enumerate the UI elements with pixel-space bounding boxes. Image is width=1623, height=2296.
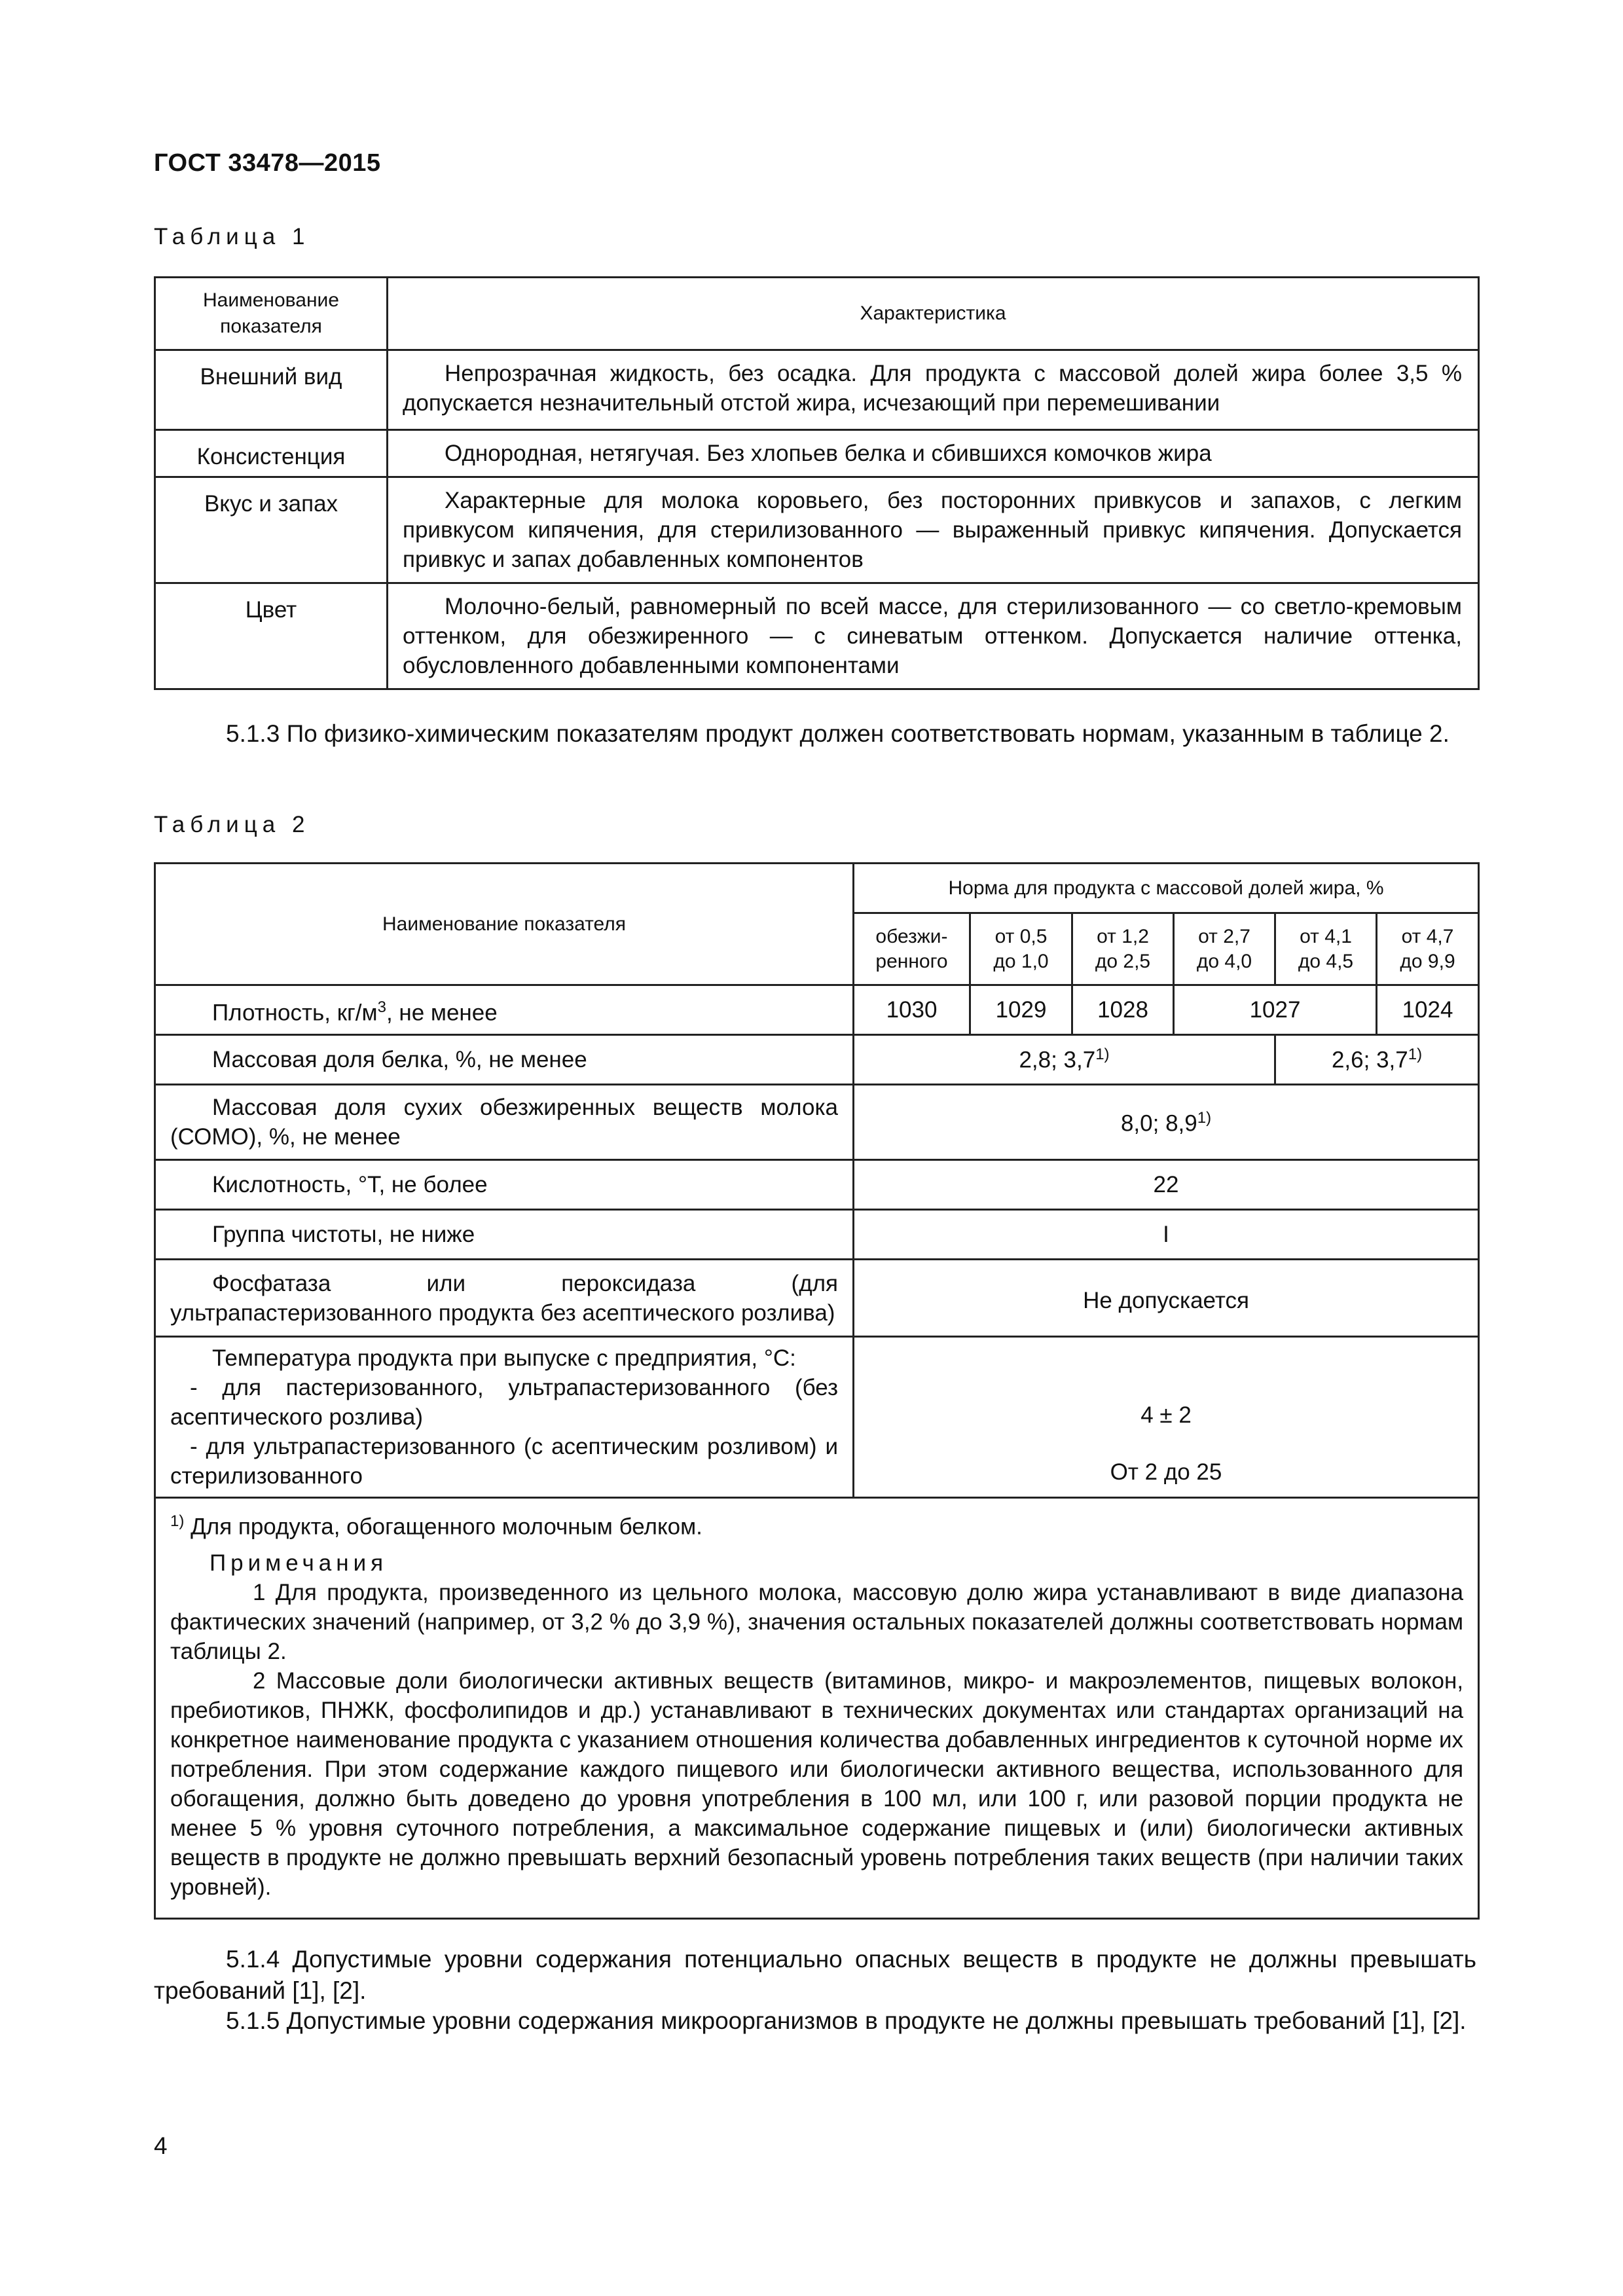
phosphatase-label: Фосфатаза или пероксидаза (для ультрапастеризованного продукта без асептического розлива) bbox=[155, 1260, 854, 1337]
table-row bbox=[155, 477, 1479, 583]
table2-header-norm: Норма для продукта с массовой долей жира, % bbox=[854, 864, 1479, 913]
document-title: ГОСТ 33478—2015 bbox=[154, 149, 381, 177]
table-row bbox=[155, 1260, 1479, 1337]
note-1: 1 Для продукта, произведенного из цельного молока, массовую долю жира устанавливают в виде диапазона фактических значений (например, от 3,2 % до 3,9 %), значения остальных показателей должны соответствовать нормам таблицы 2. bbox=[170, 1579, 1464, 1664]
acidity-value: 22 bbox=[854, 1160, 1479, 1210]
paragraph-5-1-3: 5.1.3 По физико-химическим показателям продукт должен соответствовать нормам, указанным в таблице 2. bbox=[226, 720, 1450, 747]
fat-col-header: от 2,7 до 4,0 bbox=[1174, 913, 1275, 985]
paragraph-5-1-4: 5.1.4 Допустимые уровни содержания потенциально опасных веществ в продукте не должны превышать требований [1], [2]. bbox=[154, 1946, 1476, 2004]
page-number: 4 bbox=[154, 2132, 168, 2159]
table-row bbox=[155, 350, 1479, 430]
density-value: 1024 bbox=[1377, 985, 1479, 1035]
density-value: 1030 bbox=[854, 985, 970, 1035]
protein-value: 2,6; 3,7$^{1)}$ bbox=[1275, 1035, 1479, 1085]
table-row bbox=[155, 1160, 1479, 1210]
note-2: 2 Массовые доли биологически активных веществ (витаминов, микро- и макроэлементов, пищевых волокон, пребиотиков, ПНЖК, фосфолипидов и др.) устанавливают в технических документах или стандартах организаций на конкретное наименование продукта с указанием отношения количества добавленных ингредиентов к суточной норме их потребления. При этом содержание каждого пищевого или биологически активного вещества, использованного для обогащения, должно быть доведено до уровня употребления в 100 мл, или 100 г, или разовой порции продукта не менее 5 % уровня суточного потребления, а максимальное содержание пищевых и (или) биологически активных веществ в продукте не должно превышать верхний безопасный уровень потребления таких веществ (при наличии таких уровней). bbox=[170, 1667, 1464, 1900]
purity-value: I bbox=[854, 1210, 1479, 1260]
table-row bbox=[155, 985, 1479, 1035]
table1-row-value: Характерные для молока коровьего, без посторонних привкусов и запахов, с легким привкусом кипячения, для стерилизованного — выраженный привкус кипячения. Допускается привкус и запах добавленных компонентов bbox=[388, 477, 1479, 583]
table1 bbox=[154, 276, 1480, 690]
table1-row-name: Консистенция bbox=[155, 430, 388, 477]
table-row bbox=[155, 430, 1479, 477]
table-row bbox=[155, 1085, 1479, 1160]
footnote-1: $^{1)}$ Для продукта, обогащенного молочным белком. bbox=[170, 1512, 702, 1540]
table1-header-name: Наименование показателя bbox=[155, 278, 388, 350]
fat-col-header: от 4,7 до 9,9 bbox=[1377, 913, 1479, 985]
fat-col-header: от 1,2 до 2,5 bbox=[1072, 913, 1174, 985]
density-value: 1029 bbox=[970, 985, 1072, 1035]
table1-header-characteristic: Характеристика bbox=[388, 278, 1479, 350]
notes-title: Примечания bbox=[210, 1550, 388, 1576]
table1-row-name: Вкус и запах bbox=[155, 477, 388, 583]
table2-footnotes bbox=[155, 1498, 1479, 1919]
table-row bbox=[155, 583, 1479, 689]
table-row bbox=[155, 1337, 1479, 1498]
acidity-label: Кислотность, °Т, не более bbox=[155, 1160, 854, 1210]
protein-label: Массовая доля белка, %, не менее bbox=[155, 1035, 854, 1085]
table1-row-value: Непрозрачная жидкость, без осадка. Для продукта с массовой долей жира более 3,5 % допускается незначительный отстой жира, исчезающий при перемешивании bbox=[388, 350, 1479, 430]
protein-value: 2,8; 3,7$^{1)}$ bbox=[854, 1035, 1275, 1085]
table2 bbox=[154, 862, 1480, 1920]
fat-col-header: от 0,5 до 1,0 bbox=[970, 913, 1072, 985]
somo-label: Массовая доля сухих обезжиренных веществ молока (СОМО), %, не менее bbox=[155, 1085, 854, 1160]
table1-row-value: Молочно-белый, равномерный по всей массе, для стерилизованного — со светло-кремовым оттенком, для обезжиренного — с синеватым оттенком. Допускается наличие оттенка, обусловленного добавленными компонентами bbox=[388, 583, 1479, 689]
density-value: 1027 bbox=[1174, 985, 1377, 1035]
temperature-label: Температура продукта при выпуске с предприятия, °С: - для пастеризованного, ультрапастеризованного (без асептического розлива) - для ультрапастеризованного (с асептическим розливом) и стерилизованного bbox=[155, 1337, 854, 1498]
phosphatase-value: Не допускается bbox=[854, 1260, 1479, 1337]
table1-row-name: Внешний вид bbox=[155, 350, 388, 430]
table2-header-name: Наименование показателя bbox=[155, 864, 854, 985]
table1-caption: Таблица 1 bbox=[154, 224, 310, 249]
table1-header-row bbox=[155, 278, 1479, 350]
table1-row-value: Однородная, нетягучая. Без хлопьев белка и сбившихся комочков жира bbox=[388, 430, 1479, 477]
table2-footnotes-row bbox=[155, 1498, 1479, 1919]
table2-caption: Таблица 2 bbox=[154, 812, 310, 837]
fat-col-header: обезжи- ренного bbox=[854, 913, 970, 985]
density-label: Плотность, $кг/м^3$, не менее bbox=[155, 985, 854, 1035]
table-row bbox=[155, 1210, 1479, 1260]
density-value: 1028 bbox=[1072, 985, 1174, 1035]
temperature-value: 4 ± 2 От 2 до 25 bbox=[854, 1337, 1479, 1498]
table-row bbox=[155, 1035, 1479, 1085]
purity-label: Группа чистоты, не ниже bbox=[155, 1210, 854, 1260]
table2-header-row bbox=[155, 864, 1479, 913]
table1-row-name: Цвет bbox=[155, 583, 388, 689]
fat-col-header: от 4,1 до 4,5 bbox=[1275, 913, 1377, 985]
somo-value: 8,0; 8,9$^{1)}$ bbox=[854, 1085, 1479, 1160]
paragraph-5-1-5: 5.1.5 Допустимые уровни содержания микроорганизмов в продукте не должны превышать требований [1], [2]. bbox=[226, 2007, 1467, 2034]
